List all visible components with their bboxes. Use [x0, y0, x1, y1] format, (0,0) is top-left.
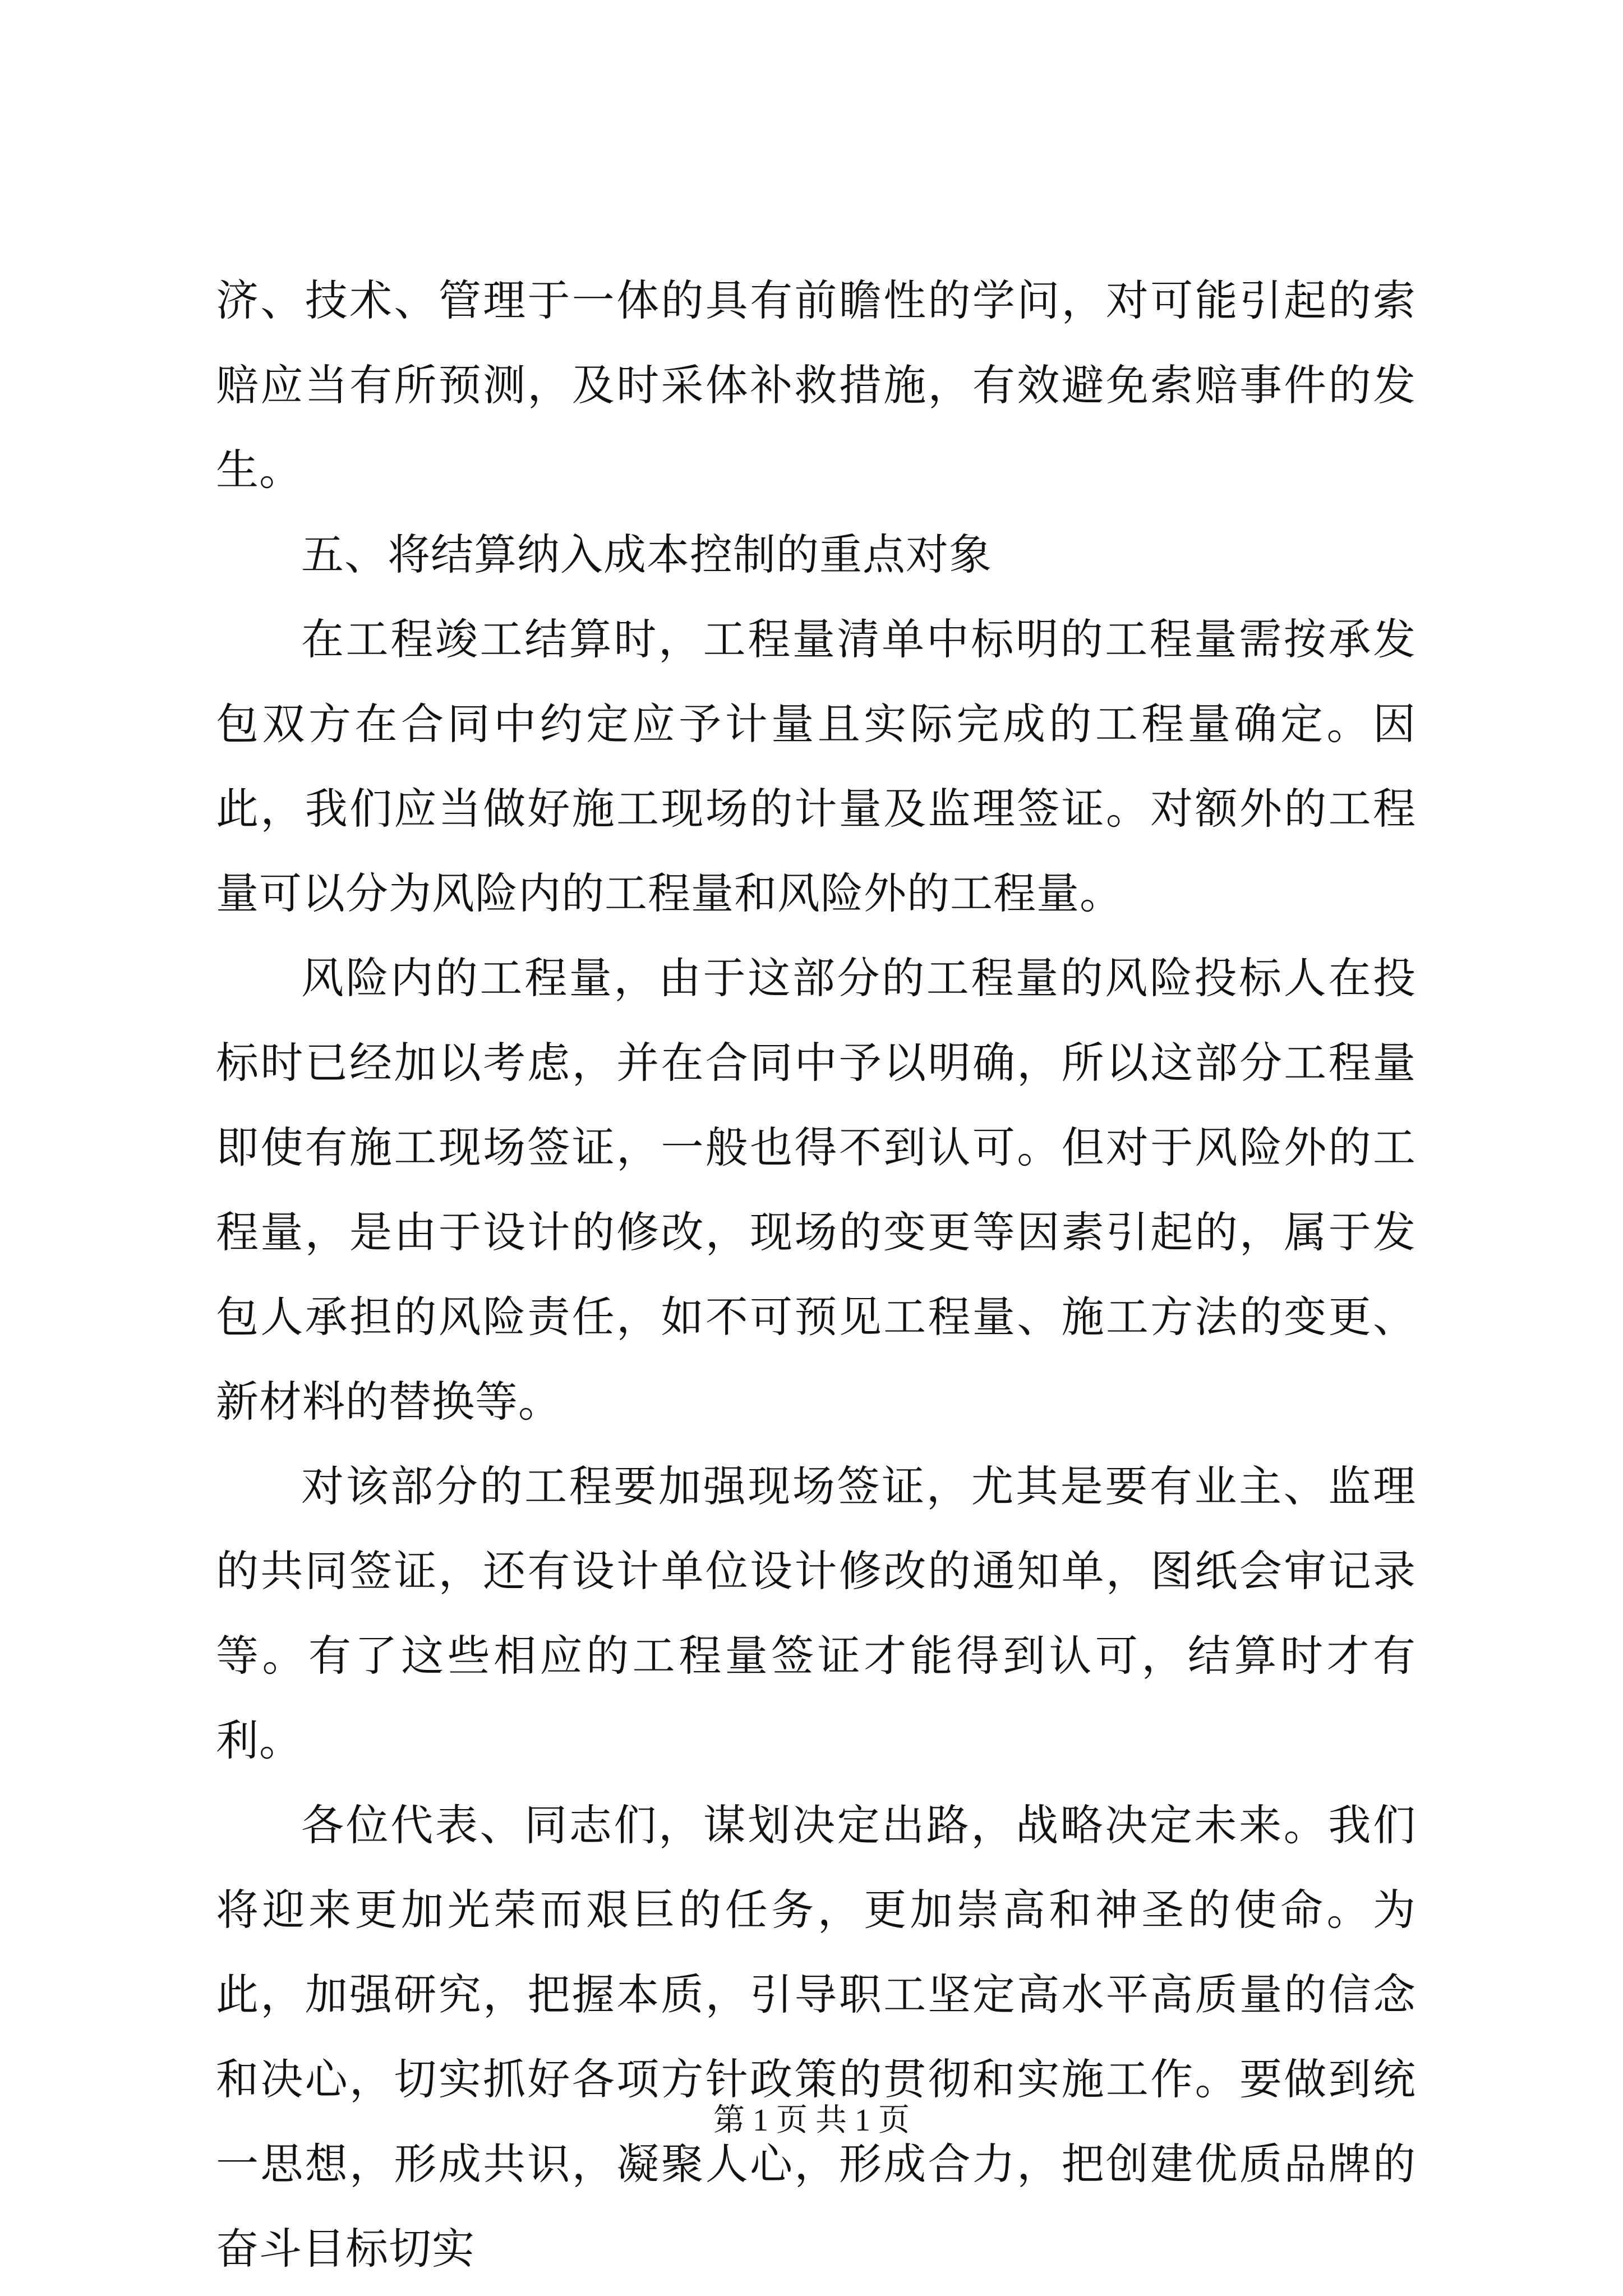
document-body	[216, 258, 1416, 2291]
page-number-footer: 第 1 页 共 1 页	[713, 2103, 910, 2138]
paragraph-risk-quantities: 风险内的工程量，由于这部分的工程量的风险投标人在投标时已经加以考虑，并在合同中予以明确，所以这部分工程量即使有施工现场签证，一般也得不到认可。但对于风险外的工程量，是由于设计的修改，现场的变更等因素引起的，属于发包人承担的风险责任，如不可预见工程量、施工方法的变更、新材料的替换等。	[216, 953, 1416, 1427]
paragraph-closing: 各位代表、同志们，谋划决定出路，战略决定未来。我们将迎来更加光荣而艰巨的任务，更加崇高和神圣的使命。为此，加强研究，把握本质，引导职工坚定高水平高质量的信念和决心，切实抓好各项方针政策的贯彻和实施工作。要做到统一思想，形成共识，凝聚人心，形成合力，把创建优质品牌的奋斗目标切实	[216, 1800, 1416, 2274]
paragraph-settlement: 在工程竣工结算时，工程量清单中标明的工程量需按承发包双方在合同中约定应予计量且实际完成的工程量确定。因此，我们应当做好施工现场的计量及监理签证。对额外的工程量可以分为风险内的工程量和风险外的工程量。	[216, 614, 1416, 918]
paragraph-continued: 济、技术、管理于一体的具有前瞻性的学问，对可能引起的索赔应当有所预测，及时采体补救措施，有效避免索赔事件的发生。	[216, 275, 1416, 495]
paragraph-site-visa: 对该部分的工程要加强现场签证，尤其是要有业主、监理的共同签证，还有设计单位设计修改的通知单，图纸会审记录等。有了这些相应的工程量签证才能得到认可，结算时才有利。	[216, 1461, 1416, 1765]
section-heading: 五、将结算纳入成本控制的重点对象	[301, 530, 992, 579]
